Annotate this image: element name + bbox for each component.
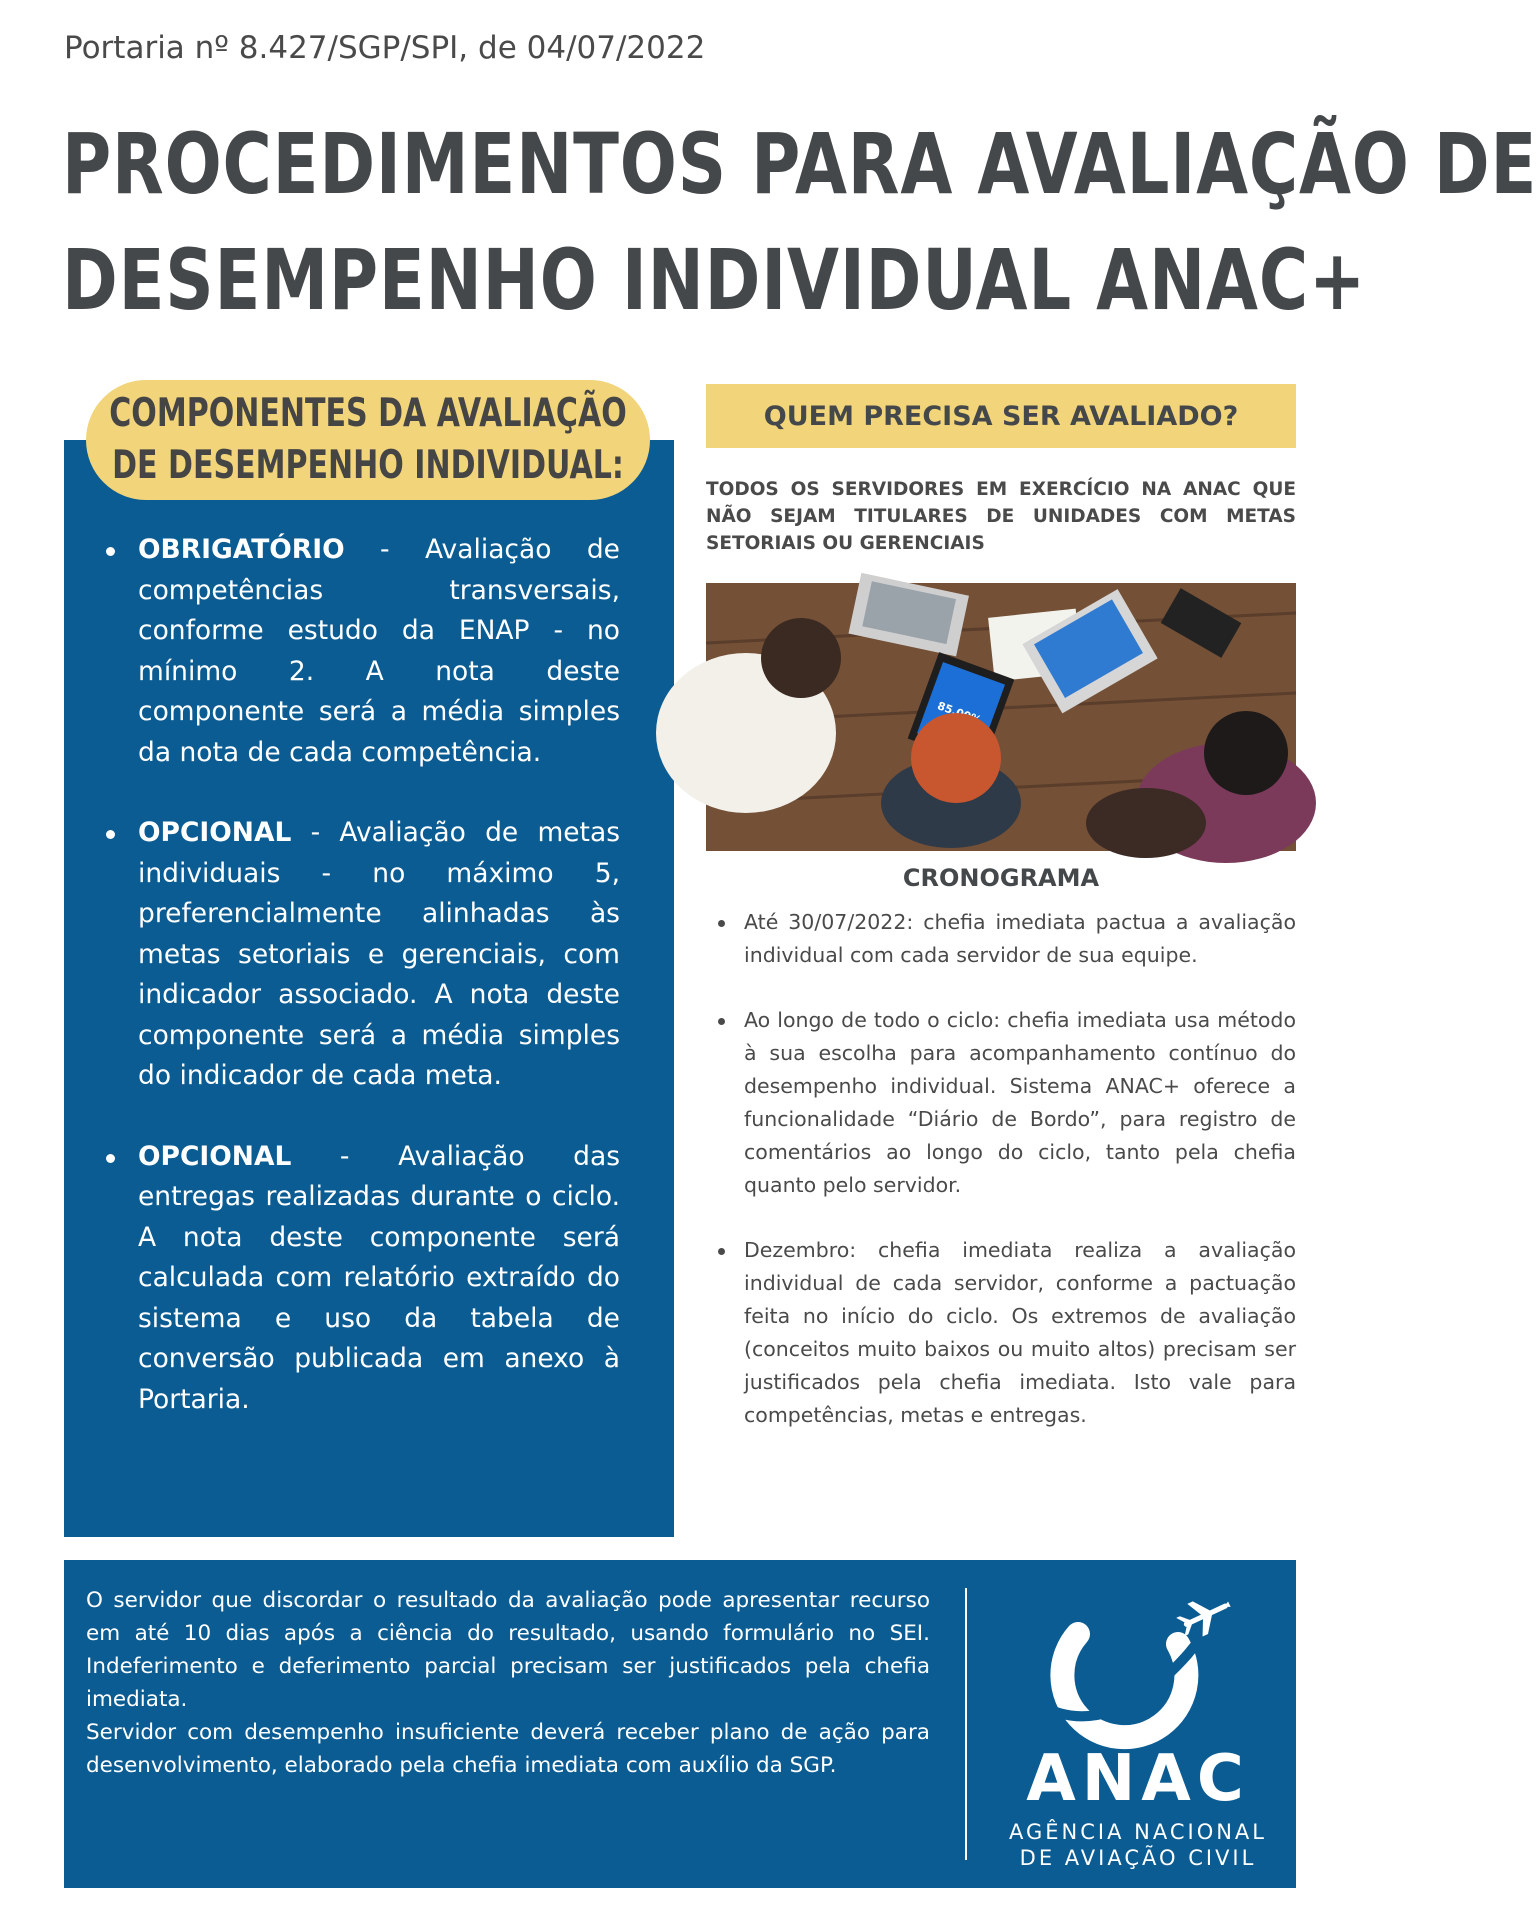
components-list (100, 530, 620, 1460)
appeal-paragraph: O servidor que discordar o resultado da avaliação pode apresentar recurso em até 10 dias após a ciência do resultado, usando formulário no SEI. Indeferimento e deferimento parcial precisam ser justificados pela chefia imediata. (86, 1588, 930, 1712)
component-item-label: OBRIGATÓRIO (138, 534, 345, 565)
who-heading-box (706, 384, 1296, 448)
anac-logo-subtitle-1: AGÊNCIA NACIONAL (1008, 1820, 1267, 1844)
schedule-list (716, 906, 1296, 1464)
component-item (100, 1137, 620, 1421)
anac-logo-word: ANAC (1026, 1742, 1250, 1816)
component-item (100, 530, 620, 773)
page-title-line1: PROCEDIMENTOS PARA AVALIAÇÃO DE (62, 115, 1537, 213)
schedule-item: Ao longo de todo o ciclo: chefia imediata usa método à sua escolha para acompanhamento contínuo do desempenho individual. Sistema ANAC+ oferece a funcionalidade “Diário de Bordo”, para registro de comentários ao longo do ciclo, tanto pela chefia quanto pelo servidor. (716, 1004, 1296, 1202)
component-item-label: OPCIONAL (138, 817, 292, 848)
component-item (100, 813, 620, 1097)
schedule-item: Dezembro: chefia imediata realiza a avaliação individual de cada servidor, conforme a pactuação feita no início do ciclo. Os extremos de avaliação (conceitos muito baixos ou muito altos) precisam ser justificados pela chefia imediata. Isto vale para competências, metas e entregas. (716, 1234, 1296, 1432)
portaria-reference: Portaria nº 8.427/SGP/SPI, de 04/07/2022 (64, 30, 706, 66)
anac-globe-airplane-icon (988, 1584, 1288, 1744)
component-item-text: - Avaliação de metas individuais - no máximo 5, preferencialmente alinhadas às metas setoriais e gerenciais, com indicador associado. A nota deste componente será a média simples do indicador de cada meta. (138, 817, 620, 1091)
team-meeting-illustration (706, 583, 1296, 851)
components-heading: COMPONENTES DA AVALIAÇÃO DE DESEMPENHO INDIVIDUAL: (109, 391, 627, 488)
insufficient-performance-paragraph: Servidor com desempenho insuficiente deverá receber plano de ação para desenvolvimento, elaborado pela chefia imediata com auxílio da SGP. (86, 1720, 930, 1778)
team-meeting-photo (706, 583, 1296, 851)
page-title-line2: DESEMPENHO INDIVIDUAL ANAC+ (62, 231, 1367, 329)
component-item-text: - Avaliação de competências transversais, conforme estudo da ENAP - no mínimo 2. A nota deste componente será a média simples da nota de cada competência. (138, 534, 620, 768)
anac-logo-subtitle-2: DE AVIAÇÃO CIVIL (1019, 1846, 1257, 1870)
anac-logo (988, 1584, 1288, 1874)
who-heading: QUEM PRECISA SER AVALIADO? (763, 400, 1239, 432)
vertical-divider (965, 1588, 967, 1860)
schedule-item: Até 30/07/2022: chefia imediata pactua a avaliação individual com cada servidor de sua equipe. (716, 906, 1296, 972)
appeal-text (86, 1584, 930, 1782)
component-item-label: OPCIONAL (138, 1140, 292, 1172)
component-item-text: - Avaliação das entregas realizadas durante o ciclo. A nota deste componente será calculada com relatório extraído do sistema e uso da tabela de conversão publicada em anexo à Portaria. (138, 1140, 620, 1415)
who-text: TODOS OS SERVIDORES EM EXERCÍCIO NA ANAC QUE NÃO SEJAM TITULARES DE UNIDADES COM METAS SETORIAIS OU GERENCIAIS (706, 479, 1296, 554)
page-title (62, 106, 1537, 338)
schedule-heading: CRONOGRAMA (902, 864, 1100, 892)
components-heading-pill (86, 380, 650, 500)
